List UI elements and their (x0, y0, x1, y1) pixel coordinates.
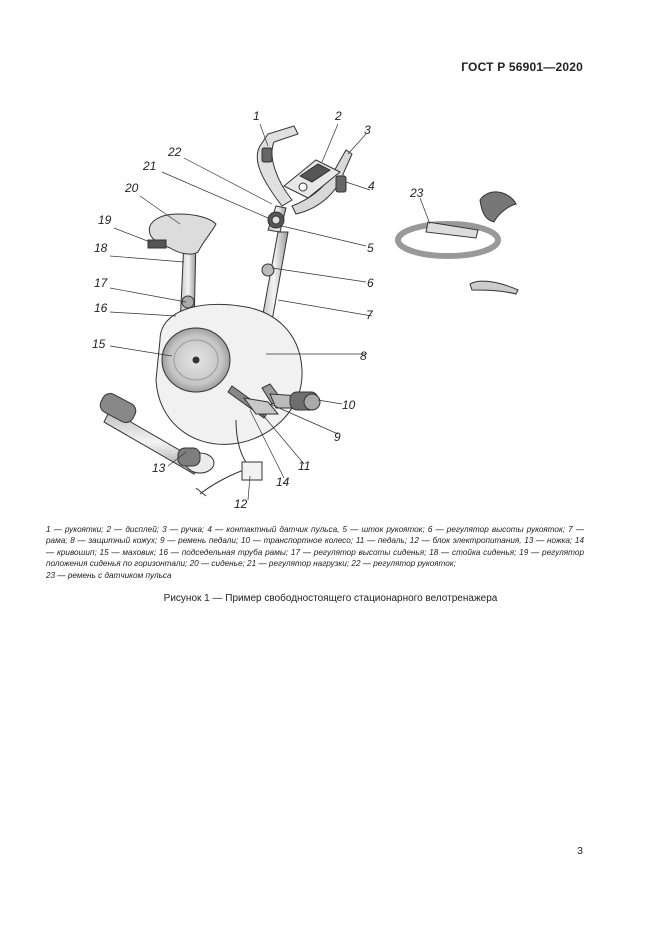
callout-7: 7 (366, 308, 373, 322)
legend-last: 23 — ремень с датчиком пульса (46, 570, 172, 580)
callout-10: 10 (342, 398, 356, 412)
callout-5: 5 (367, 241, 374, 255)
callout-20: 20 (125, 181, 139, 195)
callout-3: 3 (364, 123, 371, 137)
callout-13: 13 (152, 461, 166, 475)
callout-23: 23 (410, 186, 424, 200)
callout-16: 16 (94, 301, 108, 315)
standard-code: ГОСТ Р 56901—2020 (461, 60, 583, 74)
callout-14: 14 (276, 475, 290, 489)
callout-18: 18 (94, 241, 108, 255)
callout-12: 12 (234, 497, 248, 511)
callout-4: 4 (368, 179, 375, 193)
legend-main: 1 — рукоятки; 2 — дисплей; 3 — ручка; 4 — контактный датчик пульса, 5 — шток рукояток; 6 — регулятор высоты рукояток; 7 — рама; 8 — защитный кожух; 9 — ремень педали; 10 — транспортное колесо; 11 — педаль; 12 — блок электропитания, 13 — ножка; 14 — кривошип; 15 — маховик; 16 — подседельная труба рамы; 17 — регулятор высоты сиденья; 18 — стойка сиденья; 19 — регулятор положения сиденья по горизонтали; 20 — сиденье; 21 — регулятор нагрузки; 22 — регулятор рукояток; (46, 525, 584, 569)
callout-1: 1 (253, 109, 260, 123)
callout-22: 22 (168, 145, 182, 159)
page-number: 3 (577, 845, 583, 857)
bike-body (97, 126, 518, 496)
callout-9: 9 (334, 430, 341, 444)
figure-caption: Рисунок 1 — Пример свободностоящего стационарного велотренажера (163, 593, 498, 604)
callout-11: 11 (298, 459, 311, 473)
callout-2: 2 (335, 109, 342, 123)
figure-legend (46, 524, 584, 581)
callout-19: 19 (98, 213, 112, 227)
callout-21: 21 (143, 159, 157, 173)
callout-15: 15 (92, 337, 106, 351)
callout-8: 8 (360, 349, 367, 363)
callout-6: 6 (367, 276, 374, 290)
callout-17: 17 (94, 276, 108, 290)
